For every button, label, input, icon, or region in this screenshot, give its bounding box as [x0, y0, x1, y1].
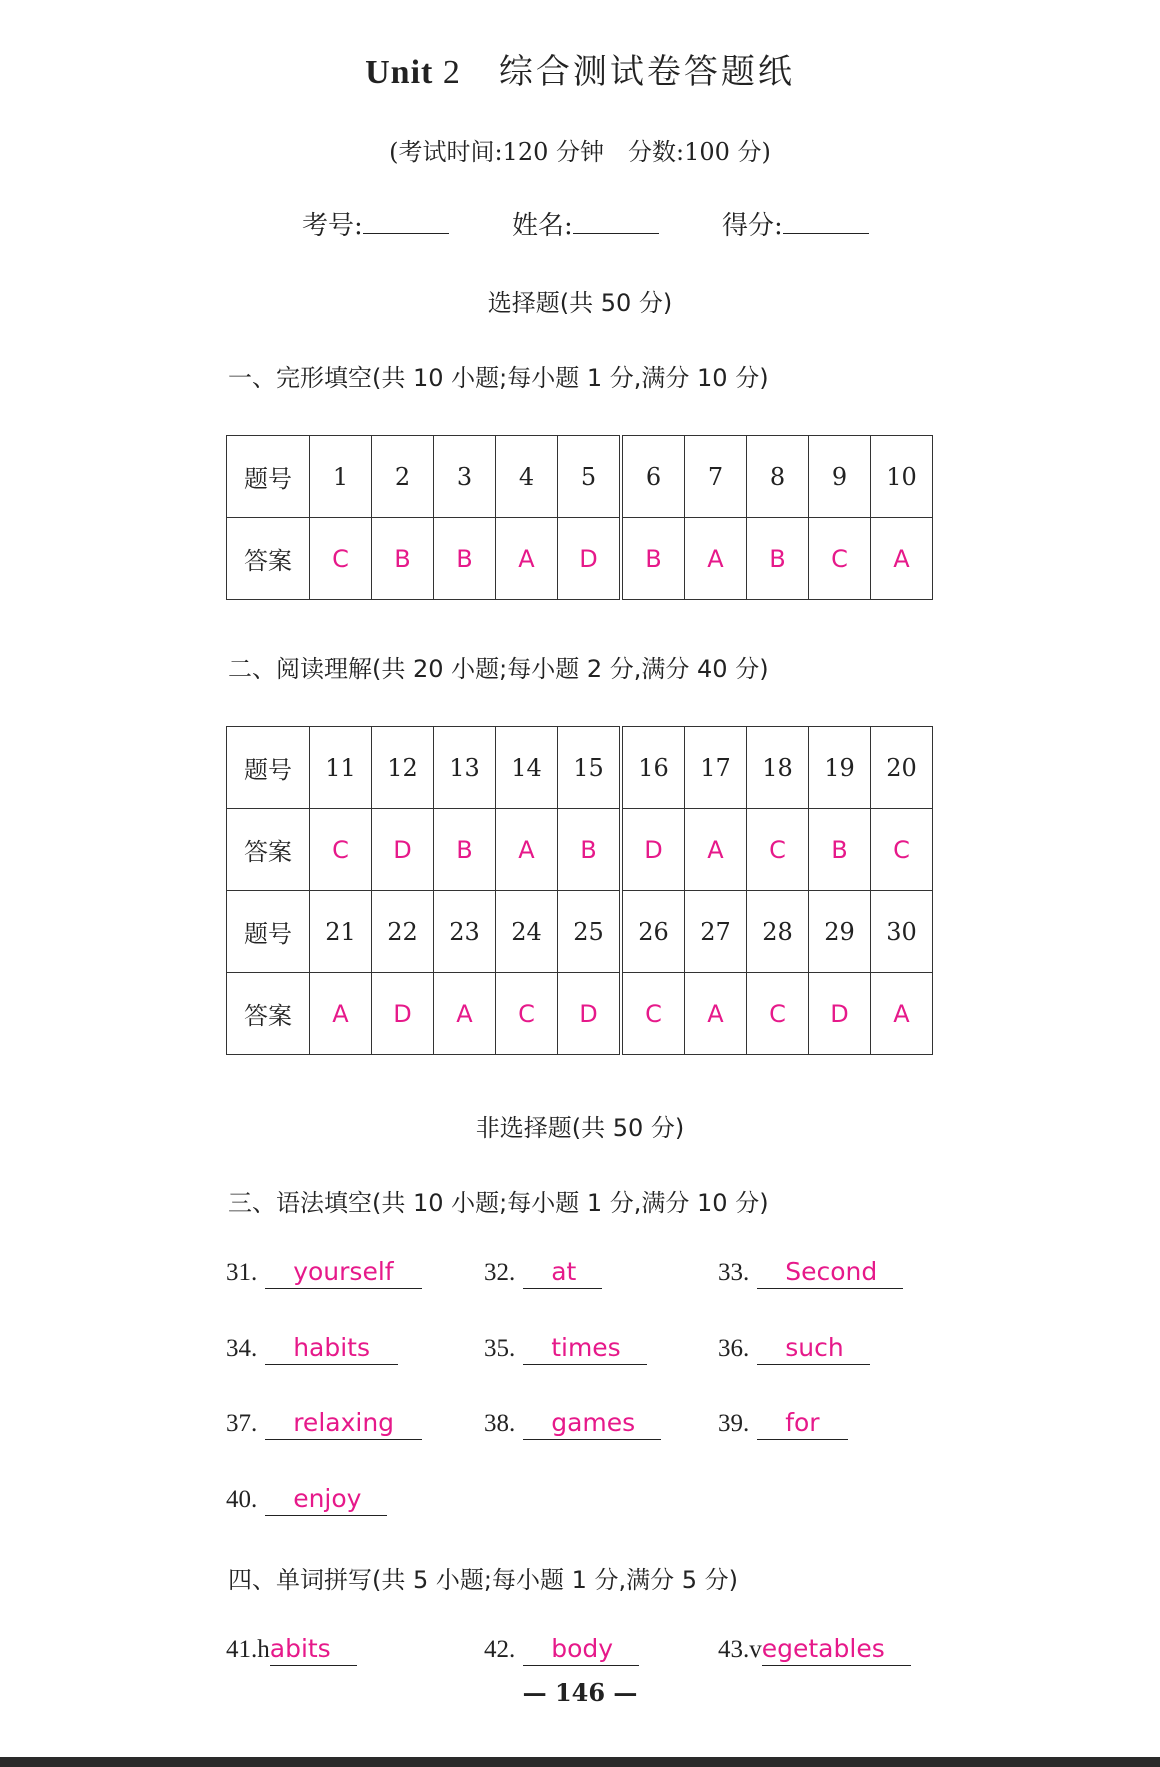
item-answer[interactable]: at — [523, 1257, 602, 1289]
answer-cell[interactable]: C — [747, 973, 809, 1055]
item-number: 31. — [226, 1259, 258, 1286]
name-blank[interactable] — [573, 211, 659, 234]
exam-info: (考试时间:120 分钟 分数:100 分) — [389, 138, 771, 166]
blank-item-37[interactable] — [226, 1408, 422, 1440]
question-number: 8 — [747, 436, 809, 518]
blank-item-32[interactable] — [484, 1257, 602, 1289]
section2-heading: 二、阅读理解(共 20 小题;每小题 2 分,满分 40 分) — [228, 655, 769, 683]
answer-cell[interactable]: D — [372, 809, 434, 891]
exam-number-blank[interactable] — [363, 211, 449, 234]
question-number: 24 — [496, 891, 558, 973]
item-prefix: h — [257, 1636, 270, 1663]
answer-cell[interactable]: A — [871, 973, 933, 1055]
question-number: 13 — [434, 727, 496, 809]
score-blank[interactable] — [783, 211, 869, 234]
item-answer[interactable]: egetables — [762, 1634, 911, 1666]
spelling-item-42[interactable] — [484, 1634, 639, 1666]
table-row — [227, 973, 933, 1055]
table-row — [227, 518, 933, 600]
item-answer[interactable]: games — [523, 1408, 661, 1440]
answer-cell[interactable]: D — [809, 973, 871, 1055]
answer-cell[interactable]: A — [685, 518, 747, 600]
title-unit-number: 2 — [442, 54, 461, 91]
blank-item-34[interactable] — [226, 1333, 398, 1365]
question-number: 17 — [685, 727, 747, 809]
answer-cell[interactable]: C — [621, 973, 685, 1055]
question-number: 6 — [621, 436, 685, 518]
answer-cell[interactable]: C — [871, 809, 933, 891]
item-number: 33. — [718, 1259, 750, 1286]
item-number: 43. — [718, 1636, 750, 1663]
section3-heading: 三、语法填空(共 10 小题;每小题 1 分,满分 10 分) — [228, 1189, 769, 1217]
blank-item-38[interactable] — [484, 1408, 661, 1440]
spelling-item-41[interactable] — [226, 1634, 357, 1666]
question-number: 25 — [558, 891, 622, 973]
answer-cell[interactable]: C — [747, 809, 809, 891]
answer-cell[interactable]: C — [310, 518, 372, 600]
spelling-item-43[interactable] — [718, 1634, 911, 1666]
question-number: 10 — [871, 436, 933, 518]
item-answer[interactable]: abits — [270, 1634, 357, 1666]
question-number: 20 — [871, 727, 933, 809]
table-row — [227, 891, 933, 973]
table-row — [227, 809, 933, 891]
answer-cell[interactable]: A — [871, 518, 933, 600]
item-answer[interactable]: times — [523, 1333, 647, 1365]
item-number: 41. — [226, 1636, 258, 1663]
answer-cell[interactable]: C — [310, 809, 372, 891]
blank-item-31[interactable] — [226, 1257, 422, 1289]
item-number: 37. — [226, 1410, 258, 1437]
exam-number-field[interactable] — [302, 205, 449, 242]
section1-heading: 一、完形填空(共 10 小题;每小题 1 分,满分 10 分) — [228, 364, 769, 392]
blank-item-40[interactable] — [226, 1484, 387, 1516]
item-answer[interactable]: yourself — [265, 1257, 421, 1289]
blank-item-36[interactable] — [718, 1333, 870, 1365]
question-label: 题号 — [227, 436, 310, 518]
answer-cell[interactable]: D — [621, 809, 685, 891]
answer-cell[interactable]: A — [685, 809, 747, 891]
item-answer[interactable]: habits — [265, 1333, 398, 1365]
nonchoice-part-heading: 非选择题(共 50 分) — [475, 1114, 685, 1142]
question-number: 27 — [685, 891, 747, 973]
blank-item-33[interactable] — [718, 1257, 903, 1289]
item-number: 38. — [484, 1410, 516, 1437]
table-row — [227, 436, 933, 518]
question-number: 19 — [809, 727, 871, 809]
answer-cell[interactable]: B — [558, 809, 622, 891]
answer-cell[interactable]: A — [434, 973, 496, 1055]
page-number: — 146 — — [522, 1678, 638, 1707]
answer-cell[interactable]: A — [685, 973, 747, 1055]
question-number: 16 — [621, 727, 685, 809]
bottom-bar — [0, 1757, 1160, 1767]
answer-cell[interactable]: B — [372, 518, 434, 600]
item-prefix: v — [749, 1636, 762, 1663]
choice-part-heading: 选择题(共 50 分) — [487, 289, 673, 317]
question-number: 22 — [372, 891, 434, 973]
answer-cell[interactable]: B — [809, 809, 871, 891]
question-number: 21 — [310, 891, 372, 973]
question-label: 题号 — [227, 727, 310, 809]
question-label: 题号 — [227, 891, 310, 973]
question-number: 5 — [558, 436, 622, 518]
title-chinese: 综合测试卷答题纸 — [498, 52, 795, 92]
question-number: 30 — [871, 891, 933, 973]
item-number: 39. — [718, 1410, 750, 1437]
question-number: 12 — [372, 727, 434, 809]
answer-label: 答案 — [227, 973, 310, 1055]
answer-cell[interactable]: B — [621, 518, 685, 600]
answer-cell[interactable]: B — [434, 518, 496, 600]
item-answer[interactable]: body — [523, 1634, 639, 1666]
blank-item-39[interactable] — [718, 1408, 848, 1440]
question-number: 28 — [747, 891, 809, 973]
section1-answer-table — [226, 435, 933, 600]
answer-cell[interactable]: D — [558, 973, 622, 1055]
question-number: 1 — [310, 436, 372, 518]
item-answer[interactable]: for — [757, 1408, 847, 1440]
answer-cell[interactable]: D — [558, 518, 622, 600]
answer-label: 答案 — [227, 518, 310, 600]
answer-cell[interactable]: D — [372, 973, 434, 1055]
section4-heading: 四、单词拼写(共 5 小题;每小题 1 分,满分 5 分) — [228, 1566, 739, 1594]
answer-cell[interactable]: B — [434, 809, 496, 891]
item-answer[interactable]: Second — [757, 1257, 903, 1289]
item-answer[interactable]: such — [757, 1333, 869, 1365]
answer-cell[interactable]: C — [496, 973, 558, 1055]
answer-cell[interactable]: B — [747, 518, 809, 600]
score-label: 得分: — [722, 211, 783, 241]
question-number: 18 — [747, 727, 809, 809]
question-number: 11 — [310, 727, 372, 809]
name-field[interactable] — [512, 205, 659, 242]
section2-answer-table — [226, 726, 933, 1055]
question-number: 9 — [809, 436, 871, 518]
score-field[interactable] — [722, 205, 869, 242]
name-label: 姓名: — [512, 211, 573, 241]
question-number: 23 — [434, 891, 496, 973]
question-number: 3 — [434, 436, 496, 518]
item-number: 42. — [484, 1636, 516, 1663]
blank-item-35[interactable] — [484, 1333, 647, 1365]
question-number: 7 — [685, 436, 747, 518]
exam-number-label: 考号: — [302, 211, 363, 241]
question-number: 15 — [558, 727, 622, 809]
answer-cell[interactable]: C — [809, 518, 871, 600]
item-number: 32. — [484, 1259, 516, 1286]
answer-label: 答案 — [227, 809, 310, 891]
question-number: 26 — [621, 891, 685, 973]
item-answer[interactable]: enjoy — [265, 1484, 387, 1516]
item-number: 35. — [484, 1335, 516, 1362]
question-number: 14 — [496, 727, 558, 809]
item-number: 40. — [226, 1486, 258, 1513]
question-number: 4 — [496, 436, 558, 518]
item-number: 34. — [226, 1335, 258, 1362]
question-number: 2 — [372, 436, 434, 518]
page-title — [0, 44, 1160, 93]
item-answer[interactable]: relaxing — [265, 1408, 422, 1440]
answer-cell[interactable]: A — [496, 518, 558, 600]
answer-cell[interactable]: A — [496, 809, 558, 891]
title-unit: Unit — [365, 54, 434, 91]
question-number: 29 — [809, 891, 871, 973]
answer-cell[interactable]: A — [310, 973, 372, 1055]
item-number: 36. — [718, 1335, 750, 1362]
table-row — [227, 727, 933, 809]
